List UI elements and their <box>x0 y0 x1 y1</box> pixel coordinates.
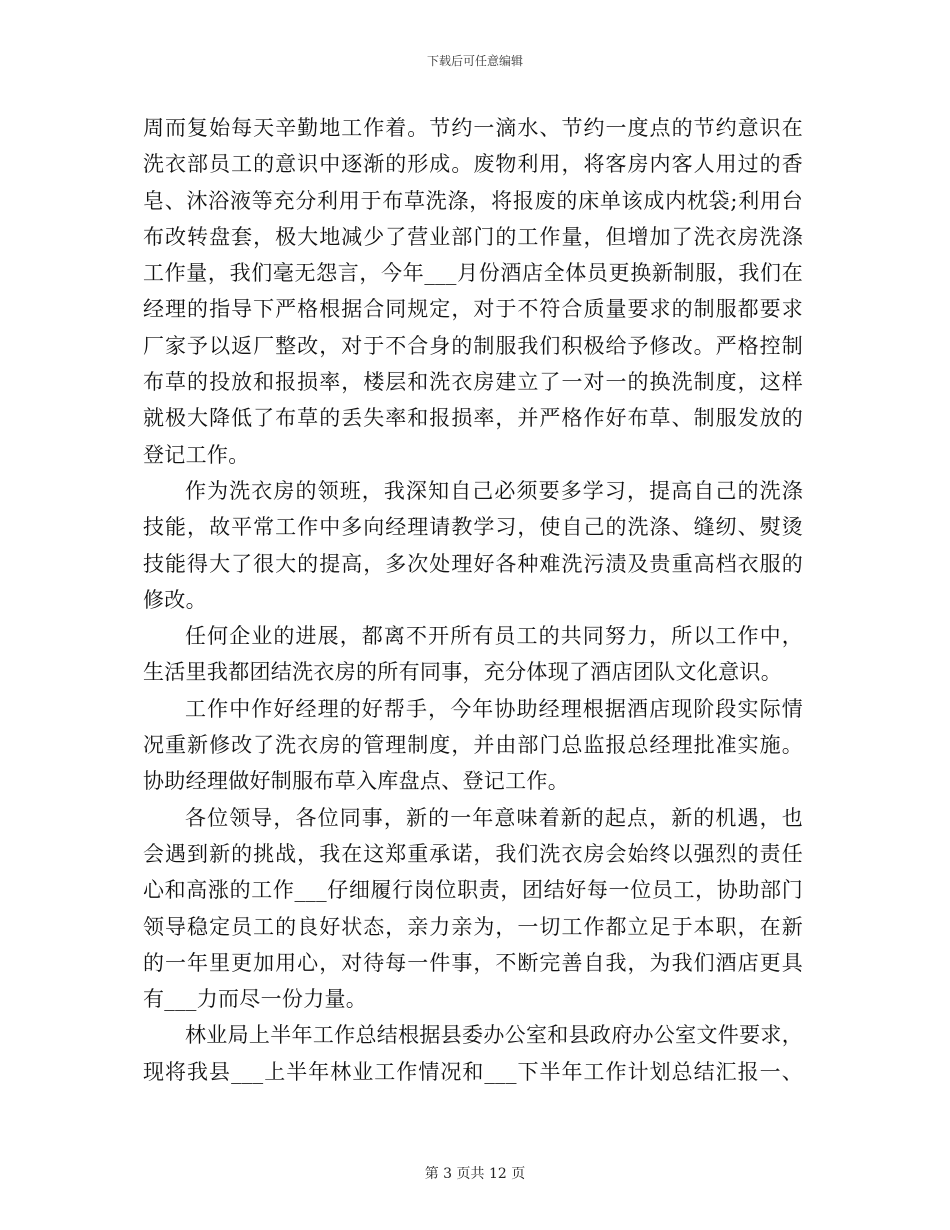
paragraph-6 <box>143 1017 803 1090</box>
text-line: 周而复始每天辛勤地工作着。节约一滴水、节约一度点的节约意识在 <box>143 116 803 140</box>
text-line: 登记工作。 <box>143 442 250 467</box>
text-line: 技能，故平常工作中多向经理请教学习，使自己的洗涤、缝纫、熨烫 <box>143 515 803 540</box>
paragraph-2 <box>143 473 803 618</box>
text-line: 工作中作好经理的好帮手，今年协助经理根据酒店现阶段实际情 <box>185 696 803 721</box>
text-line: 就极大降低了布草的丢失率和报损率，并严格作好布草、制服发放的 <box>143 406 803 431</box>
document-body <box>143 110 803 1090</box>
paragraph-4 <box>143 691 803 800</box>
text-line: 会遇到新的挑战，我在这郑重承诺，我们洗衣房会始终以强烈的责任 <box>143 841 803 866</box>
page-header: 下载后可任意编辑 <box>426 54 523 68</box>
paragraph-5 <box>143 800 803 1018</box>
text-line: 心和高涨的工作___仔细履行岗位职责，团结好每一位员工，协助部门 <box>143 878 803 903</box>
text-line: 作为洗衣房的领班，我深知自己必须要多学习，提高自己的洗涤 <box>185 478 803 503</box>
text-line: 况重新修改了洗衣房的管理制度，并由部门总监报总经理批准实施。 <box>143 733 803 758</box>
text-line: 布改转盘套，极大地减少了营业部门的工作量，但增加了洗衣房洗涤 <box>143 224 803 249</box>
text-line: 的一年里更加用心，对待每一件事，不断完善自我，为我们酒店更具 <box>143 950 803 975</box>
text-line: 厂家予以返厂整改，对于不合身的制服我们积极给予修改。严格控制 <box>143 333 803 358</box>
text-line: 领导稳定员工的良好状态，亲力亲为，一切工作都立足于本职，在新 <box>143 914 803 939</box>
text-line: 洗衣部员工的意识中逐渐的形成。废物利用，将客房内客人用过的香 <box>143 152 803 177</box>
text-line: 林业局上半年工作总结根据县委办公室和县政府办公室文件要求， <box>185 1023 803 1048</box>
paragraph-1 <box>143 110 803 473</box>
text-line: 生活里我都团结洗衣房的所有同事，充分体现了酒店团队文化意识。 <box>143 660 782 685</box>
page-number: 第 3 页共 12 页 <box>424 1166 526 1182</box>
text-line: 皂、沐浴液等充分利用于布草洗涤，将报废的床单该成内枕袋;利用台 <box>143 188 803 213</box>
text-line: 有___力而尽一份力量。 <box>143 987 368 1012</box>
paragraph-3 <box>143 618 803 691</box>
text-line: 技能得大了很大的提高，多次处理好各种难洗污渍及贵重高档衣服的 <box>143 551 803 576</box>
text-line: 布草的投放和报损率，楼层和洗衣房建立了一对一的换洗制度，这样 <box>143 370 803 395</box>
text-line: 协助经理做好制服布草入库盘点、登记工作。 <box>143 769 569 794</box>
text-line: 工作量，我们毫无怨言，今年___月份酒店全体员更换新制服，我们在 <box>143 261 803 286</box>
text-line: 经理的指导下严格根据合同规定，对于不符合质量要求的制服都要求 <box>143 297 803 322</box>
text-line: 任何企业的进展，都离不开所有员工的共同努力，所以工作中， <box>185 624 803 649</box>
text-line: 现将我县___上半年林业工作情况和___下半年工作计划总结汇报一、 <box>143 1059 803 1084</box>
text-line: 各位领导，各位同事，新的一年意味着新的起点，新的机遇，也 <box>185 805 803 830</box>
text-line: 修改。 <box>143 587 207 612</box>
